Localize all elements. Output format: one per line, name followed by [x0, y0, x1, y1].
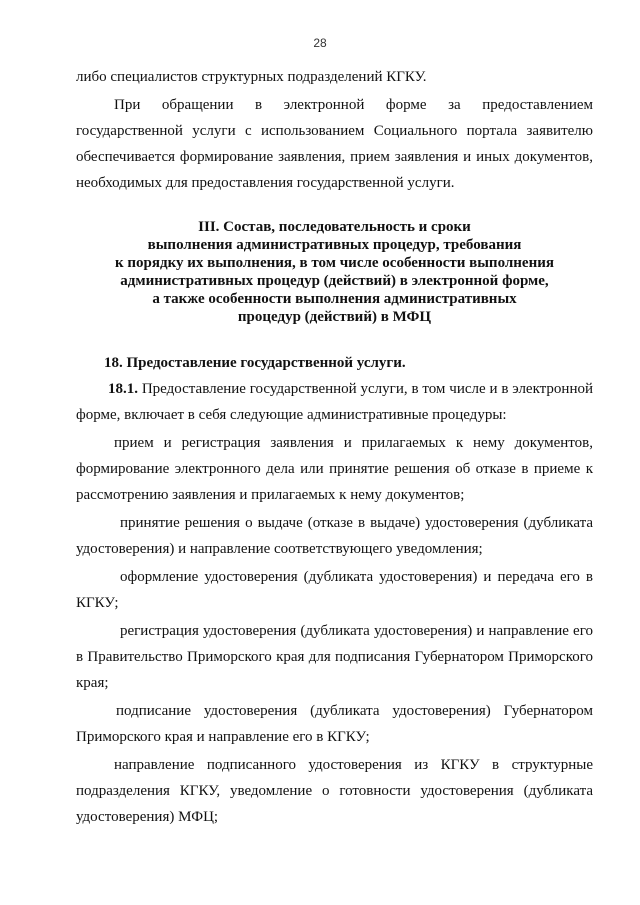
procedure-item: регистрация удостоверения (дубликата удостоверения) и направление его в Правительство Приморского края для подписания Губернатором Приморского края;: [76, 623, 593, 691]
section-heading-line: административных процедур (действий) в электронной форме,: [120, 273, 549, 289]
section-heading-line: выполнения административных процедур, требования: [147, 237, 522, 253]
page-content: [76, 64, 593, 830]
paragraph-continuation: либо специалистов структурных подразделений КГКУ.: [76, 69, 427, 85]
item-text: Предоставление государственной услуги, в том числе и в электронной форме, включает в себя следующие административные процедуры:: [76, 381, 593, 423]
item-number: 18.1.: [108, 381, 138, 397]
section-heading-line: III. Состав, последовательность и сроки: [198, 219, 471, 235]
page-number: 28: [313, 36, 327, 50]
procedure-item: направление подписанного удостоверения из КГКУ в структурные подразделения КГКУ, уведомление о готовности удостоверения (дубликата удостоверения) МФЦ;: [76, 757, 593, 825]
item-18-1: [76, 376, 593, 428]
section-heading-line: а также особенности выполнения административных: [152, 291, 517, 307]
paragraph-electronic-form: При обращении в электронной форме за предоставлением государственной услуги с использованием Социального портала заявителю обеспечивается формирование заявления, прием заявления и иных документов, необходимых для предоставления государственной услуги.: [76, 97, 593, 191]
subsection-title: 18. Предоставление государственной услуги.: [104, 355, 406, 371]
section-heading-line: к порядку их выполнения, в том числе особенности выполнения: [114, 255, 554, 271]
procedure-item: оформление удостоверения (дубликата удостоверения) и передача его в КГКУ;: [76, 569, 593, 611]
section-heading-line: процедур (действий) в МФЦ: [237, 309, 432, 325]
procedure-item: прием и регистрация заявления и прилагаемых к нему документов, формирование электронного дела или принятие решения об отказе в приеме к рассмотрению заявления и прилагаемых к нему документов;: [76, 435, 593, 503]
procedure-item: подписание удостоверения (дубликата удостоверения) Губернатором Приморского края и направление его в КГКУ;: [76, 703, 593, 745]
procedure-item: принятие решения о выдаче (отказе в выдаче) удостоверения (дубликата удостоверения) и направление соответствующего уведомления;: [76, 515, 593, 557]
section-heading: [76, 218, 593, 326]
